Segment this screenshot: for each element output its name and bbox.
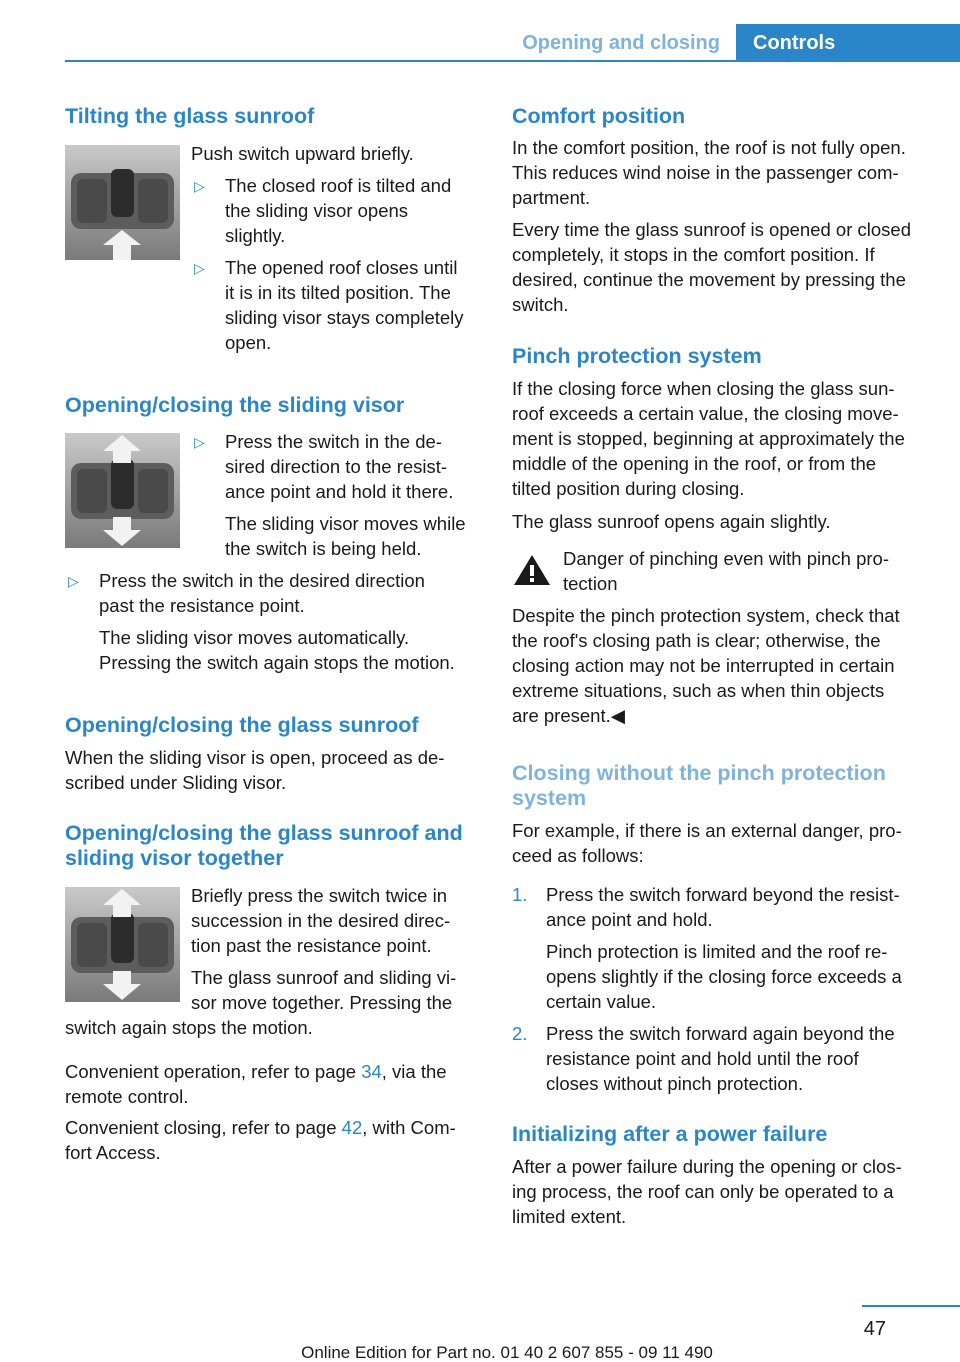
pinch-p1-line4: middle of the opening in the roof, or from the bbox=[512, 453, 877, 474]
step1-line1: Press the switch forward beyond the resist‐ bbox=[546, 884, 900, 905]
step1-note-line2: opens slightly if the closing force exceeds a bbox=[546, 966, 902, 987]
heading-initializing: Initializing after a power failure bbox=[512, 1122, 828, 1146]
pinch-p1-line3: ment is stopped, beginning at approximately the bbox=[512, 428, 905, 449]
switch-image-visor bbox=[65, 433, 180, 548]
page-number: 47 bbox=[863, 1318, 886, 1340]
together-text1-line1: Briefly press the switch twice in bbox=[191, 885, 448, 906]
heading-closing-without-line1: Closing without the pinch protection bbox=[512, 761, 886, 785]
heading-sliding-visor: Opening/closing the sliding visor bbox=[65, 393, 405, 417]
footer-edition: Online Edition for Part no. 01 40 2 607 855 - 09 11 490 bbox=[301, 1343, 713, 1362]
tilting-bullet2-line1: The opened roof closes until bbox=[225, 257, 458, 278]
bullet-triangle-icon: ▷ bbox=[194, 260, 205, 276]
visor-bullet2-line2: past the resistance point. bbox=[99, 595, 305, 616]
convenient-operation-line2: remote control. bbox=[65, 1086, 189, 1107]
together-text1-line2: succession in the desired direc‐ bbox=[191, 910, 451, 931]
sunroof-text-line2: scribed under Sliding visor. bbox=[65, 772, 287, 793]
bullet-triangle-icon: ▷ bbox=[194, 434, 205, 450]
step1-line2: ance point and hold. bbox=[546, 909, 713, 930]
sunroof-text-line1: When the sliding visor is open, proceed as de‐ bbox=[65, 747, 445, 768]
convenient-closing-line2: fort Access. bbox=[65, 1142, 161, 1163]
bullet-triangle-icon: ▷ bbox=[194, 178, 205, 194]
pinch-p1-line5: tilted position during closing. bbox=[512, 478, 745, 499]
switch-image-together bbox=[65, 887, 180, 1002]
comfort-p1-line3: partment. bbox=[512, 187, 591, 208]
step2-line3: closes without pinch protection. bbox=[546, 1073, 804, 1094]
visor-bullet1-note-line2: the switch is being held. bbox=[225, 538, 422, 559]
visor-bullet2-note-line1: The sliding visor moves automatically. bbox=[99, 627, 410, 648]
tilting-bullet1-line2: the sliding visor opens bbox=[225, 200, 409, 221]
together-text2-line1: The glass sunroof and sliding vi‐ bbox=[191, 967, 457, 988]
pinch-p2: The glass sunroof opens again slightly. bbox=[512, 511, 831, 532]
tilting-bullet1-line3: slightly. bbox=[225, 225, 286, 246]
visor-bullet2-line1: Press the switch in the desired direction bbox=[99, 570, 425, 591]
pinch-p1-line2: roof exceeds a certain value, the closing move‐ bbox=[512, 403, 899, 424]
pinch-p3-line2: the roof's closing path is clear; otherwise, the bbox=[512, 630, 881, 651]
pinch-warning-line1: Danger of pinching even with pinch pro‐ bbox=[563, 548, 889, 569]
comfort-p1-line1: In the comfort position, the roof is not fully open. bbox=[512, 137, 906, 158]
header-chapter-tab: Controls bbox=[736, 24, 960, 62]
step2-line2: resistance point and hold until the roof bbox=[546, 1048, 859, 1069]
tilting-bullet1-line1: The closed roof is tilted and bbox=[225, 175, 452, 196]
heading-tilting: Tilting the glass sunroof bbox=[65, 104, 315, 128]
convenient-operation-line1 bbox=[65, 1059, 447, 1084]
init-p1-line2: ing process, the roof can only be operated to a bbox=[512, 1181, 894, 1202]
convenient-closing-line1 bbox=[65, 1115, 456, 1140]
tilting-intro: Push switch upward briefly. bbox=[191, 143, 414, 164]
pinch-p3-line3: closing action may not be interrupted in certain bbox=[512, 655, 895, 676]
visor-bullet1-line2: sired direction to the resist‐ bbox=[225, 456, 448, 477]
convenient-closing-text: Convenient closing, refer to page bbox=[65, 1117, 342, 1138]
step-number: 1. bbox=[512, 884, 528, 905]
tilting-bullet2-line2: it is in its tilted position. The bbox=[225, 282, 451, 303]
step1-note-line1: Pinch protection is limited and the roof re‐ bbox=[546, 941, 888, 962]
header-rule bbox=[65, 60, 960, 62]
footer-rule bbox=[862, 1305, 960, 1307]
pinch-p3-line4: extreme situations, such as when thin objects bbox=[512, 680, 885, 701]
comfort-p1-line2: This reduces wind noise in the passenger com‐ bbox=[512, 162, 899, 183]
page-link-34[interactable]: 34 bbox=[361, 1061, 382, 1082]
visor-bullet2-note-line2: Pressing the switch again stops the motion. bbox=[99, 652, 455, 673]
convenient-operation-text-after: , via the bbox=[381, 1061, 447, 1082]
comfort-p2-line4: switch. bbox=[512, 294, 569, 315]
step1-note-line3: certain value. bbox=[546, 991, 657, 1012]
comfort-p2-line3: desired, continue the movement by pressing the bbox=[512, 269, 906, 290]
together-text2-continued: switch again stops the motion. bbox=[65, 1017, 313, 1038]
step-number: 2. bbox=[512, 1023, 528, 1044]
tilting-bullet2-line4: open. bbox=[225, 332, 272, 353]
convenient-operation-text: Convenient operation, refer to page bbox=[65, 1061, 362, 1082]
init-p1-line3: limited extent. bbox=[512, 1206, 627, 1227]
heading-closing-without-line2: system bbox=[512, 786, 587, 810]
comfort-p2-line2: completely, it stops in the comfort position. If bbox=[512, 244, 875, 265]
visor-bullet1-note-line1: The sliding visor moves while bbox=[225, 513, 466, 534]
heading-comfort-position: Comfort position bbox=[512, 104, 686, 128]
together-text2-line2: sor move together. Pressing the bbox=[191, 992, 453, 1013]
tilting-bullet2-line3: sliding visor stays completely bbox=[225, 307, 464, 328]
switch-image-tilt bbox=[65, 145, 180, 260]
pinch-p1-line1: If the closing force when closing the glass sun‐ bbox=[512, 378, 895, 399]
bullet-triangle-icon: ▷ bbox=[68, 573, 79, 589]
pinch-p3-line5: are present.◀ bbox=[512, 705, 625, 726]
without-intro-line1: For example, if there is an external danger, pro‐ bbox=[512, 820, 902, 841]
heading-together-line1: Opening/closing the glass sunroof and bbox=[65, 821, 463, 845]
visor-bullet1-line3: ance point and hold it there. bbox=[225, 481, 454, 502]
pinch-warning-line2: tection bbox=[563, 573, 618, 594]
page-link-42[interactable]: 42 bbox=[341, 1117, 363, 1138]
visor-bullet1-line1: Press the switch in the de‐ bbox=[225, 431, 442, 452]
header-section-title: Opening and closing bbox=[522, 32, 720, 54]
without-intro-line2: ceed as follows: bbox=[512, 845, 644, 866]
together-text1-line3: tion past the resistance point. bbox=[191, 935, 432, 956]
init-p1-line1: After a power failure during the opening or clos‐ bbox=[512, 1156, 902, 1177]
heading-together-line2: sliding visor together bbox=[65, 846, 284, 870]
pinch-p3-line1: Despite the pinch protection system, check that bbox=[512, 605, 900, 626]
convenient-closing-text-after: , with Com‐ bbox=[362, 1117, 456, 1138]
comfort-p2-line1: Every time the glass sunroof is opened or closed bbox=[512, 219, 911, 240]
heading-glass-sunroof: Opening/closing the glass sunroof bbox=[65, 713, 419, 737]
warning-icon bbox=[512, 552, 552, 588]
heading-pinch-protection: Pinch protection system bbox=[512, 344, 762, 368]
step2-line1: Press the switch forward again beyond the bbox=[546, 1023, 895, 1044]
